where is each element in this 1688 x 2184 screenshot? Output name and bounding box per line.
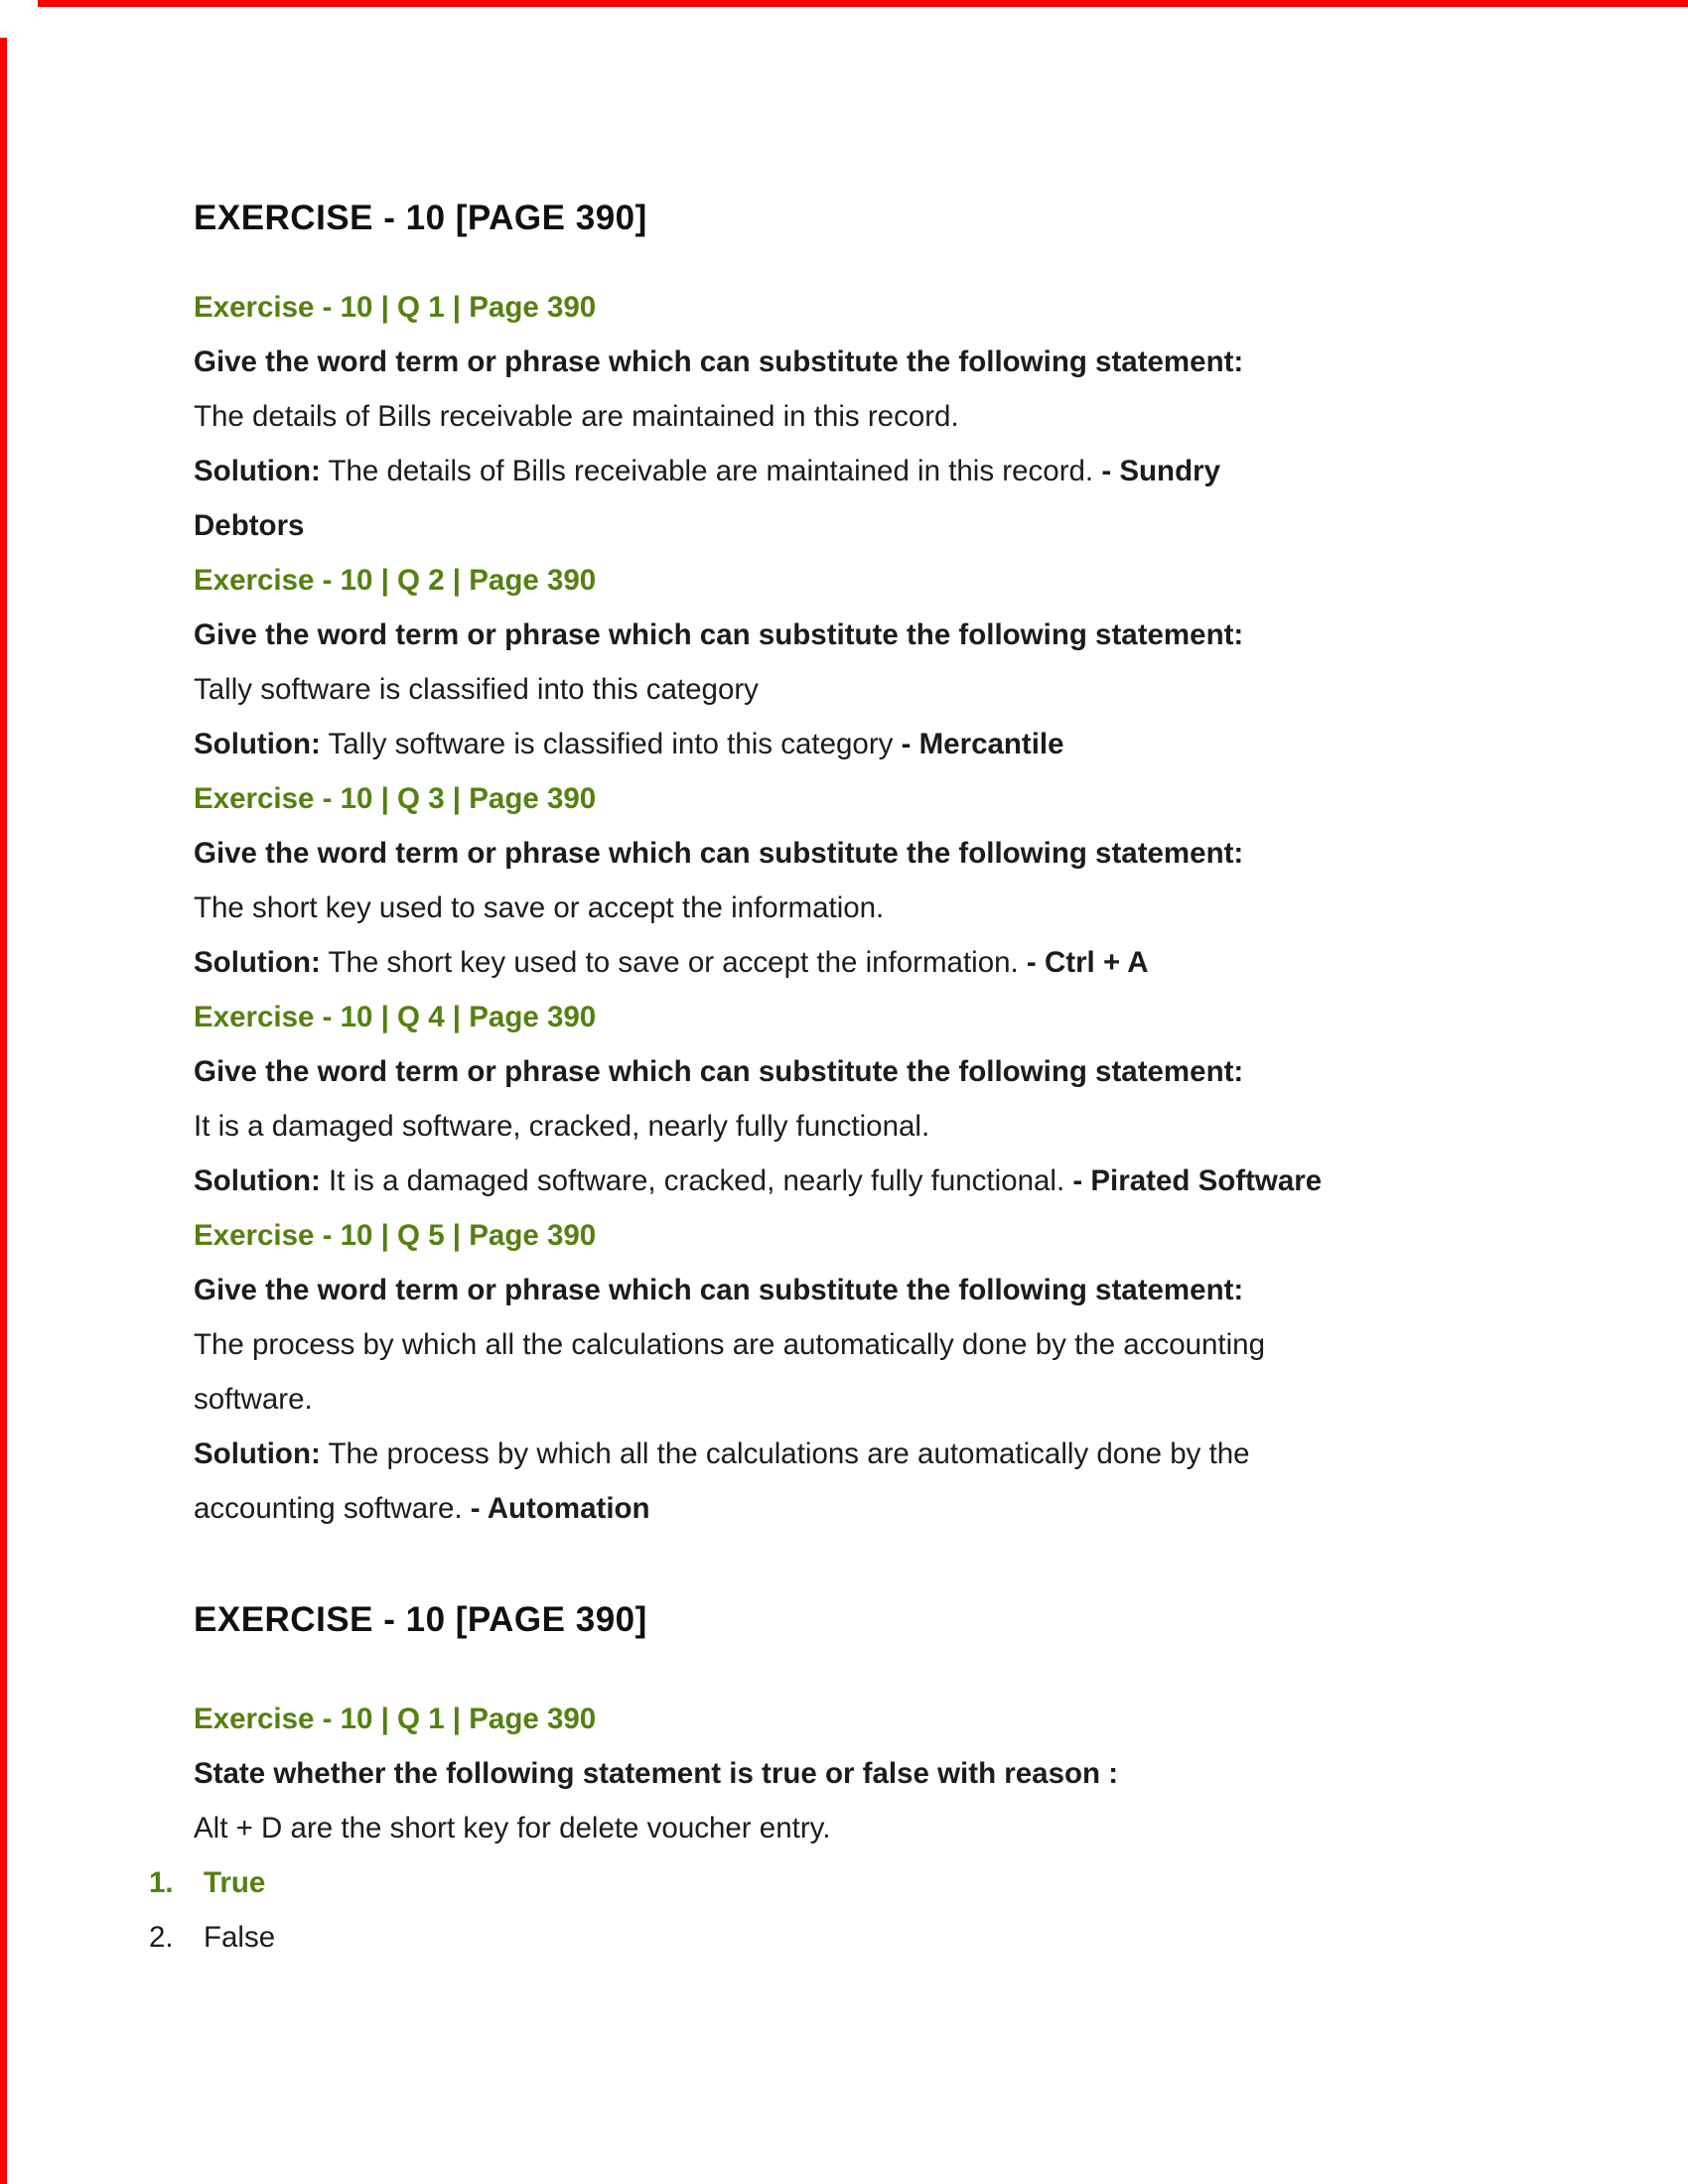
text-line [194, 1154, 1584, 1208]
question-heading: Exercise - 10 | Q 5 | Page 390 [194, 1219, 597, 1252]
section-lines [149, 1692, 1584, 1965]
exercise-section [149, 1597, 1584, 1965]
text-span: - Pirated Software [1072, 1164, 1323, 1197]
question-heading: Exercise - 10 | Q 2 | Page 390 [194, 564, 597, 597]
text-line [194, 935, 1584, 990]
section-title: EXERCISE - 10 [PAGE 390] [194, 1600, 647, 1639]
question-heading: Exercise - 10 | Q 3 | Page 390 [194, 782, 597, 815]
text-span: It is a damaged software, cracked, nearly fully functional. [320, 1164, 1073, 1197]
text-span: Solution: [194, 1437, 321, 1470]
exercise-section [194, 196, 1584, 1536]
text-line [194, 826, 1584, 881]
list-number: 1. [149, 1866, 174, 1899]
text-line [194, 1044, 1584, 1099]
text-span: Solution: [194, 728, 321, 760]
text-span: State whether the following statement is true or false with reason : [194, 1757, 1119, 1790]
text-span: Give the word term or phrase which can substitute the following statement: [194, 1274, 1244, 1306]
question-heading: Exercise - 10 | Q 1 | Page 390 [194, 291, 597, 324]
text-line [194, 1317, 1584, 1372]
page-edge-marker-left [0, 38, 7, 2184]
text-line [194, 335, 1584, 389]
text-span: Solution: [194, 946, 321, 979]
content [149, 196, 1584, 1965]
text-span: The details of Bills receivable are maintained in this record. [194, 400, 959, 433]
text-span: Solution: [194, 1164, 321, 1197]
question-heading: Exercise - 10 | Q 1 | Page 390 [194, 1703, 597, 1735]
text-span: Alt + D are the short key for delete voucher entry. [194, 1812, 831, 1844]
text-line [194, 608, 1584, 662]
text-span: - Mercantile [901, 728, 1064, 760]
section-lines [194, 280, 1584, 1536]
text-line [194, 498, 1584, 553]
text-span: The process by which all the calculations are automatically done by the [320, 1437, 1250, 1470]
text-line [194, 1099, 1584, 1154]
text-span: Debtors [194, 509, 305, 542]
answer-option [149, 1855, 1584, 1910]
text-line [194, 1746, 1584, 1801]
text-span: The short key used to save or accept the information. [320, 946, 1027, 979]
text-span: - Ctrl + A [1026, 946, 1149, 979]
text-line [194, 717, 1584, 771]
text-line [194, 389, 1584, 444]
text-line [194, 881, 1584, 935]
question-heading: Exercise - 10 | Q 4 | Page 390 [194, 1001, 597, 1033]
text-span: Tally software is classified into this category [194, 673, 759, 706]
text-span: Give the word term or phrase which can substitute the following statement: [194, 345, 1244, 378]
text-span: - Sundry [1101, 455, 1220, 487]
text-span: Give the word term or phrase which can substitute the following statement: [194, 1055, 1244, 1088]
text-span: Tally software is classified into this category [320, 728, 902, 760]
text-span: True [204, 1866, 266, 1899]
text-line [194, 1372, 1584, 1427]
page-edge-marker-top [38, 0, 1688, 7]
text-span: The process by which all the calculations are automatically done by the accounting [194, 1328, 1265, 1361]
text-span: False [204, 1921, 276, 1954]
text-line [194, 662, 1584, 717]
text-span: The details of Bills receivable are maintained in this record. [320, 455, 1102, 487]
text-span: The short key used to save or accept the information. [194, 891, 885, 924]
text-line [194, 1481, 1584, 1536]
text-line [194, 1427, 1584, 1481]
text-span: Solution: [194, 455, 321, 487]
text-span: software. [194, 1383, 313, 1416]
text-span: Give the word term or phrase which can substitute the following statement: [194, 837, 1244, 870]
text-span: - Automation [470, 1492, 650, 1525]
list-number: 2. [149, 1921, 174, 1954]
text-line [194, 1263, 1584, 1317]
text-span: Give the word term or phrase which can substitute the following statement: [194, 618, 1244, 651]
text-line [194, 1801, 1584, 1855]
answer-option [149, 1910, 1584, 1965]
text-span: It is a damaged software, cracked, nearly fully functional. [194, 1110, 930, 1143]
section-title: EXERCISE - 10 [PAGE 390] [194, 199, 647, 237]
text-line [194, 444, 1584, 498]
text-span: accounting software. [194, 1492, 471, 1525]
